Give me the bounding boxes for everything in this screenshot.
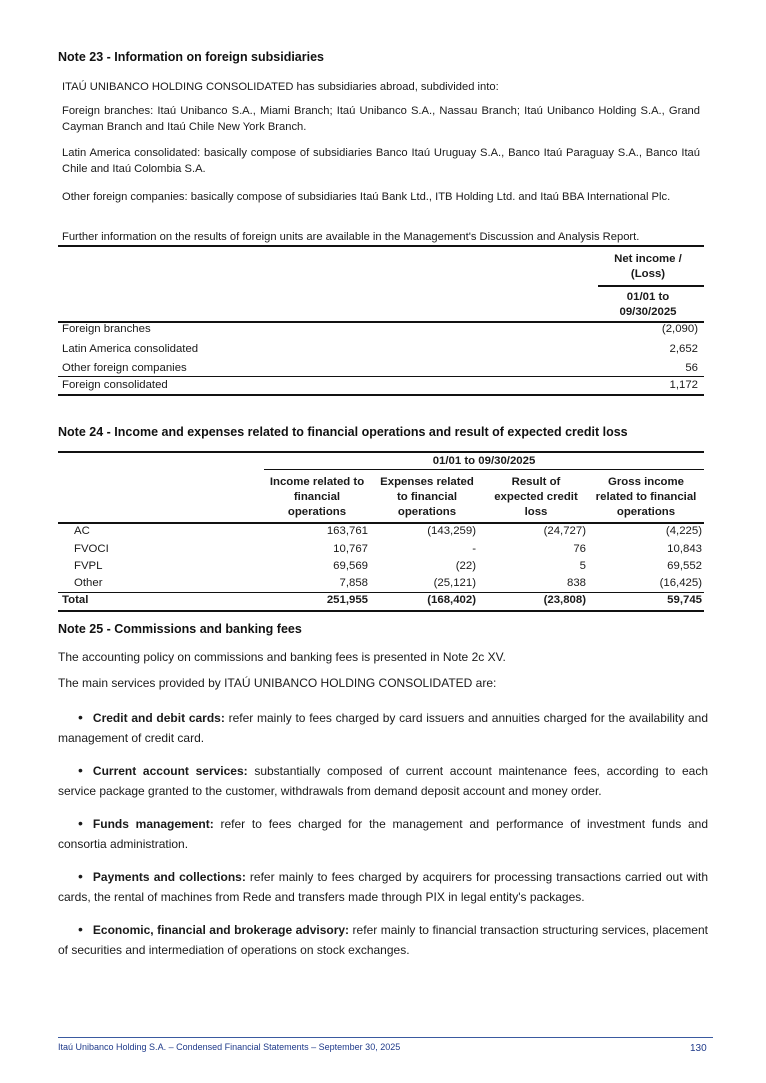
note23-other-foreign: Other foreign companies: basically compose of subsidiaries Itaú Bank Ltd., ITB Holding Ltd. and Itaú BBA International Plc. [62, 191, 671, 203]
note25-title: Note 25 - Commissions and banking fees [58, 622, 302, 636]
cell-value: 163,761 [326, 525, 368, 537]
header-line: to financial [396, 491, 458, 503]
row-label: Other foreign companies [62, 362, 187, 374]
note23-intro: ITAÚ UNIBANCO HOLDING CONSOLIDATED has subsidiaries abroad, subdivided into: [62, 81, 499, 93]
cell-value: (24,727) [543, 525, 586, 537]
row-label: AC [74, 525, 90, 537]
bullet-icon: • [78, 921, 83, 937]
header-line: (Loss) [630, 268, 666, 280]
table-rule [598, 285, 704, 287]
bullet-term: Payments and collections: [92, 870, 246, 884]
header-line: Gross income [608, 476, 684, 488]
table-rule [58, 522, 704, 524]
total-value: 251,955 [326, 594, 368, 606]
cell-value: 838 [566, 577, 586, 589]
bullet-item [58, 760, 708, 801]
header-line: Income related to [269, 476, 365, 488]
header-line: related to financial [595, 491, 697, 503]
row-label: FVPL [74, 560, 103, 572]
period-header: 01/01 to 09/30/2025 [432, 455, 536, 467]
bullet-text: refer to fees charged for the management and performance of investment funds and consortia administration. [58, 817, 708, 851]
col-header-credit-loss [484, 475, 588, 520]
header-line: financial [293, 491, 341, 503]
bullet-term: Economic, financial and brokerage advisory: [92, 923, 350, 937]
header-line: 01/01 to [626, 291, 670, 303]
cell-value: 69,569 [333, 560, 368, 572]
row-value: (2,090) [661, 323, 698, 335]
cell-value: 10,767 [333, 543, 368, 555]
row-value: 2,652 [669, 343, 698, 355]
note25-main-services: The main services provided by ITAÚ UNIBANCO HOLDING CONSOLIDATED are: [58, 676, 497, 690]
cell-value: (4,225) [665, 525, 702, 537]
row-label: Foreign branches [62, 323, 151, 335]
col-header-expenses [374, 475, 480, 520]
cell-value: 7,858 [339, 577, 368, 589]
row-label: Foreign consolidated [62, 379, 168, 391]
row-value: 56 [685, 362, 698, 374]
row-label: Latin America consolidated [62, 343, 199, 355]
cell-value: 76 [573, 543, 586, 555]
bullet-text: refer mainly to fees charged by acquirers for processing transactions carried out with cards, the rental of machines from Rede and transfers made through PIX in legal entity's packages. [58, 870, 708, 904]
total-value: 59,745 [667, 594, 702, 606]
table-rule [58, 592, 704, 593]
note23-title: Note 23 - Information on foreign subsidiaries [58, 50, 325, 64]
period-header [598, 290, 698, 320]
footer-rule [58, 1037, 713, 1038]
table-rule [58, 394, 704, 396]
total-value: (168,402) [427, 594, 476, 606]
bullet-term: Credit and debit cards: [92, 711, 225, 725]
cell-value: (22) [455, 560, 476, 572]
table-rule [58, 376, 704, 377]
bullet-item [58, 707, 708, 748]
note23-latin-america: Latin America consolidated: basically compose of subsidiaries Banco Itaú Uruguay S.A., Banco Itaú Paraguay S.A., Banco Itaú Chile and Itaú Colombia S.A. [62, 147, 700, 175]
cell-value: (16,425) [659, 577, 702, 589]
bullet-text: refer mainly to financial transaction structuring services, placement of securities and intermediation of operations on stock exchanges. [58, 923, 708, 957]
row-label: Other [74, 577, 103, 589]
cell-value: (25,121) [433, 577, 476, 589]
header-line: 09/30/2025 [619, 306, 677, 318]
bullet-text: refer mainly to fees charged by card issuers and annuities charged for the availability and management of credit card. [58, 711, 708, 745]
header-line: operations [287, 506, 347, 518]
note23-further-info: Further information on the results of foreign units are available in the Management's Discussion and Analysis Report. [62, 231, 640, 243]
bullet-icon: • [78, 868, 83, 884]
footer-text: Itaú Unibanco Holding S.A. – Condensed Financial Statements – September 30, 2025 [58, 1042, 401, 1052]
cell-value: 5 [579, 560, 586, 572]
net-income-header [598, 252, 698, 282]
page-number: 130 [690, 1043, 707, 1054]
header-line: Net income / [614, 253, 682, 265]
header-line: expected credit [494, 491, 578, 503]
note23-foreign-branches: Foreign branches: Itaú Unibanco S.A., Miami Branch; Itaú Unibanco S.A., Nassau Branch; Itaú Unibanco Holding S.A., Grand Cayman Branch and Itaú Chile New York Branch. [62, 105, 700, 133]
header-line: Result of [511, 476, 561, 488]
row-label: FVOCI [74, 543, 109, 555]
note25-policy: The accounting policy on commissions and banking fees is presented in Note 2c XV. [58, 650, 506, 664]
bullet-text: substantially composed of current account maintenance fees, according to each service package granted to the customer, withdrawals from demand deposit account and money order. [58, 764, 708, 798]
total-label: Total [62, 594, 89, 606]
header-line: Expenses related [380, 476, 474, 488]
bullet-icon: • [78, 709, 83, 725]
bullet-term: Current account services: [92, 764, 248, 778]
cell-value: - [472, 543, 476, 555]
note24-title: Note 24 - Income and expenses related to financial operations and result of expected credit loss [58, 425, 628, 439]
bullet-icon: • [78, 762, 83, 778]
col-header-income [264, 475, 370, 520]
cell-value: (143,259) [427, 525, 476, 537]
table-rule [58, 245, 704, 247]
table-rule [58, 610, 704, 612]
header-line: operations [616, 506, 676, 518]
table-rule [264, 469, 704, 470]
table-rule [58, 451, 704, 453]
total-value: (23,808) [543, 594, 586, 606]
header-line: operations [397, 506, 457, 518]
bullet-item [58, 813, 708, 854]
cell-value: 69,552 [667, 560, 702, 572]
cell-value: 10,843 [667, 543, 702, 555]
bullet-item [58, 866, 708, 907]
bullet-item [58, 919, 708, 960]
bullet-term: Funds management: [92, 817, 214, 831]
row-value: 1,172 [669, 379, 698, 391]
header-line: loss [524, 506, 548, 518]
col-header-gross-income [590, 475, 702, 520]
bullet-icon: • [78, 815, 83, 831]
